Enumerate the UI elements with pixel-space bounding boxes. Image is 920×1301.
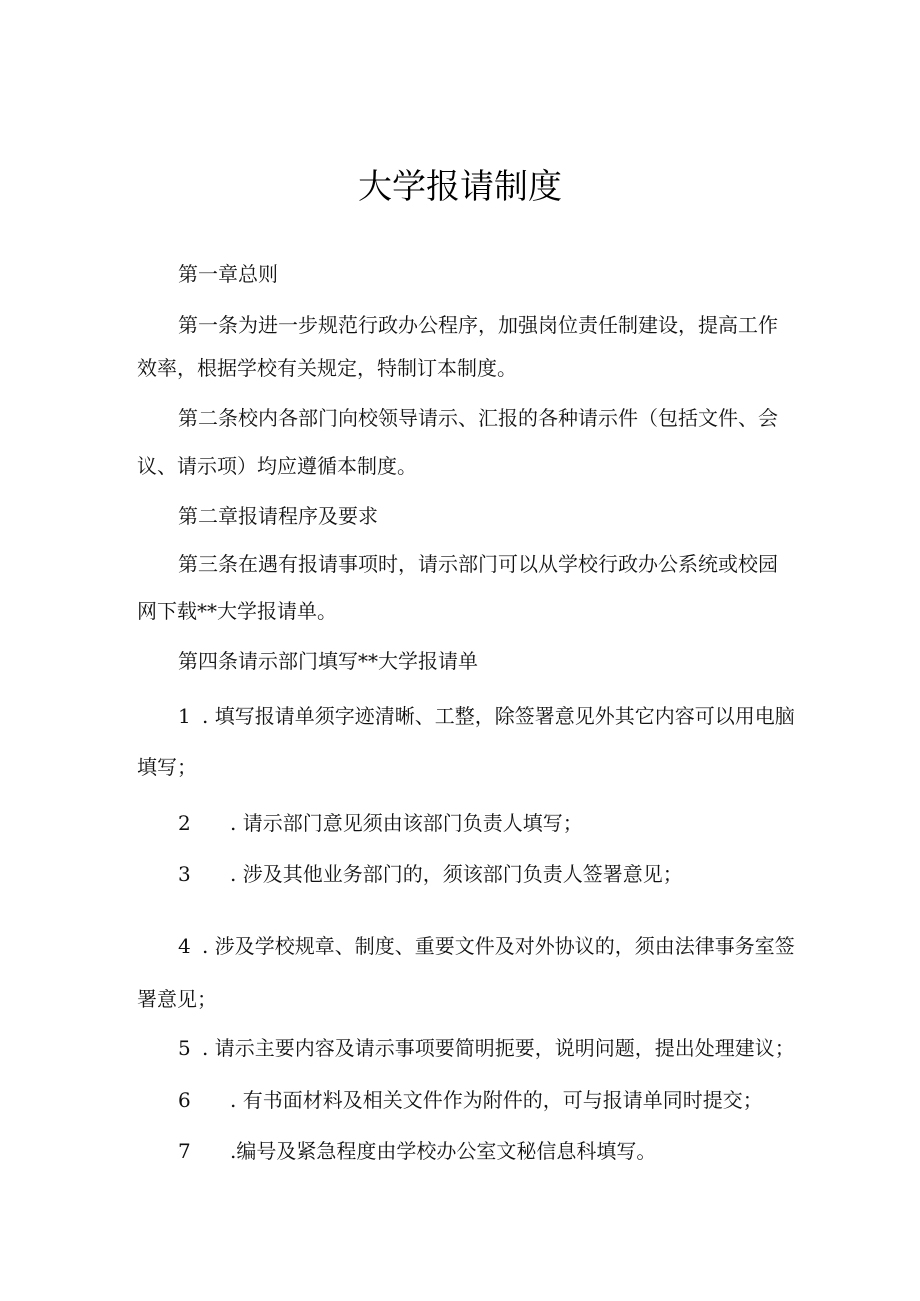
- article-2-line-2: 议、请示项）均应遵循本制度。: [137, 454, 417, 478]
- list-item-1-continued: 填写；: [137, 755, 197, 779]
- article-3-line-2: 网下载**大学报请单。: [137, 599, 337, 623]
- list-item-1: [178, 702, 795, 730]
- list-item-2: [178, 809, 583, 837]
- article-3-line-1: 第三条在遇有报请事项时，请示部门可以从学校行政办公系统或校园: [178, 552, 778, 576]
- list-item-5: [178, 1034, 795, 1062]
- list-item-text: . 涉及学校规章、制度、重要文件及对外协议的，须由法律事务室签: [202, 934, 795, 958]
- article-1-line-1: 第一条为进一步规范行政办公程序，加强岗位责任制建设，提高工作: [178, 313, 778, 337]
- list-item-number: 7: [178, 1139, 191, 1163]
- article-2-line-1: 第二条校内各部门向校领导请示、汇报的各种请示件（包括文件、会: [178, 406, 778, 430]
- article-1-line-2: 效率，根据学校有关规定，特制订本制度。: [137, 356, 517, 380]
- list-item-number: 6: [178, 1088, 191, 1112]
- list-item-number: 1: [178, 704, 191, 728]
- list-item-text: .编号及紧急程度由学校办公室文秘信息科填写。: [230, 1139, 657, 1163]
- list-item-number: 5: [178, 1036, 191, 1060]
- list-item-6: [178, 1086, 763, 1114]
- list-item-text: . 填写报请单须字迹清晰、工整，除签署意见外其它内容可以用电脑: [202, 704, 795, 728]
- list-item-number: 2: [178, 811, 191, 835]
- list-item-text: . 请示部门意见须由该部门负责人填写；: [230, 811, 583, 835]
- list-item-number: 4: [178, 934, 191, 958]
- list-item-text: . 请示主要内容及请示事项要简明扼要，说明问题，提出处理建议；: [202, 1036, 795, 1060]
- list-item-4: [178, 932, 795, 960]
- list-item-text: . 有书面材料及相关文件作为附件的，可与报请单同时提交；: [230, 1088, 763, 1112]
- list-item-3: [178, 860, 683, 888]
- chapter-2-heading: 第二章报请程序及要求: [178, 504, 378, 528]
- article-4-heading: 第四条请示部门填写**大学报请单: [178, 649, 478, 673]
- list-item-4-continued: 署意见；: [137, 987, 217, 1011]
- document-title: 大学报请制度: [358, 167, 562, 207]
- list-item-number: 3: [178, 862, 191, 886]
- list-item-text: . 涉及其他业务部门的，须该部门负责人签署意见；: [230, 862, 683, 886]
- list-item-7: [178, 1137, 656, 1165]
- chapter-1-heading: 第一章总则: [178, 262, 278, 286]
